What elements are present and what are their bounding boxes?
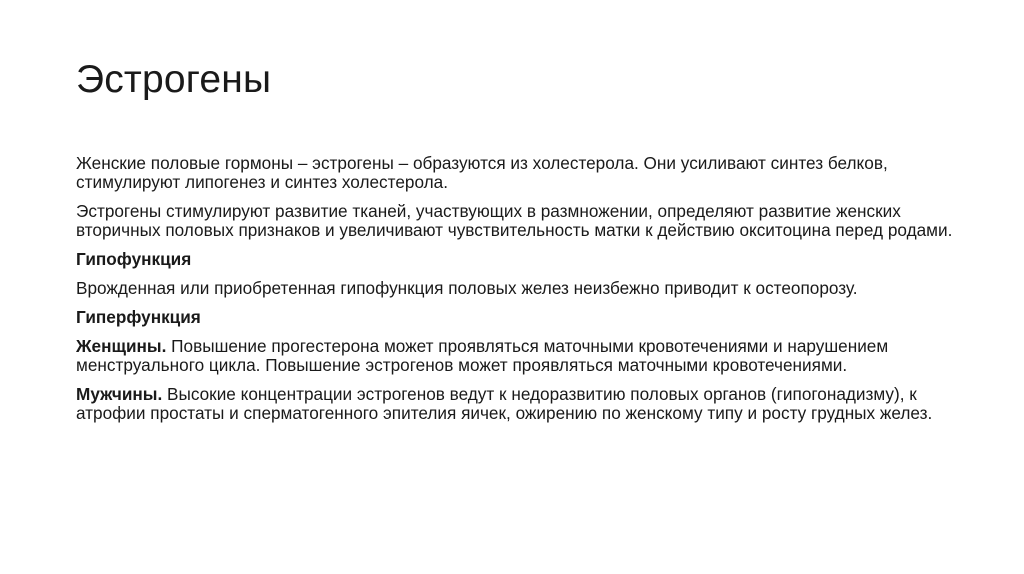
slide-title: Эстрогены bbox=[76, 58, 272, 101]
heading-hyperfunction: Гиперфункция bbox=[76, 307, 201, 327]
paragraph-development bbox=[76, 202, 956, 240]
paragraph-lead-men: Мужчины. bbox=[76, 384, 163, 404]
paragraph-text: Высокие концентрации эстрогенов ведут к недоразвитию половых органов (гипогонадизму), к атрофии простаты и сперматогенного эпителия яичек, ожирению по женскому типу и росту грудных желез. bbox=[76, 384, 933, 423]
paragraph-text: Повышение прогестерона может проявляться маточными кровотечениями и нарушением менструального цикла. Повышение эстрогенов может проявляться маточными кровотечениями. bbox=[76, 336, 889, 375]
paragraph-hypofunction bbox=[76, 279, 956, 298]
paragraph-text: Эстрогены стимулируют развитие тканей, участвующих в размножении, определяют развитие женских вторичных половых признаков и увеличивают чувствительность матки к действию окситоцина перед родами. bbox=[76, 201, 953, 240]
heading-hypofunction: Гипофункция bbox=[76, 249, 192, 269]
paragraph-text: Женские половые гормоны – эстрогены – образуются из холестерола. Они усиливают синтез белков, стимулируют липогенез и синтез холестерола. bbox=[76, 153, 888, 192]
paragraph-lead-women: Женщины. bbox=[76, 336, 167, 356]
paragraph-women bbox=[76, 337, 956, 375]
paragraph-text: Врожденная или приобретенная гипофункция половых желез неизбежно приводит к остеопорозу. bbox=[76, 278, 858, 298]
paragraph-men bbox=[76, 385, 956, 423]
paragraph-intro bbox=[76, 154, 956, 192]
slide-body bbox=[76, 154, 956, 433]
